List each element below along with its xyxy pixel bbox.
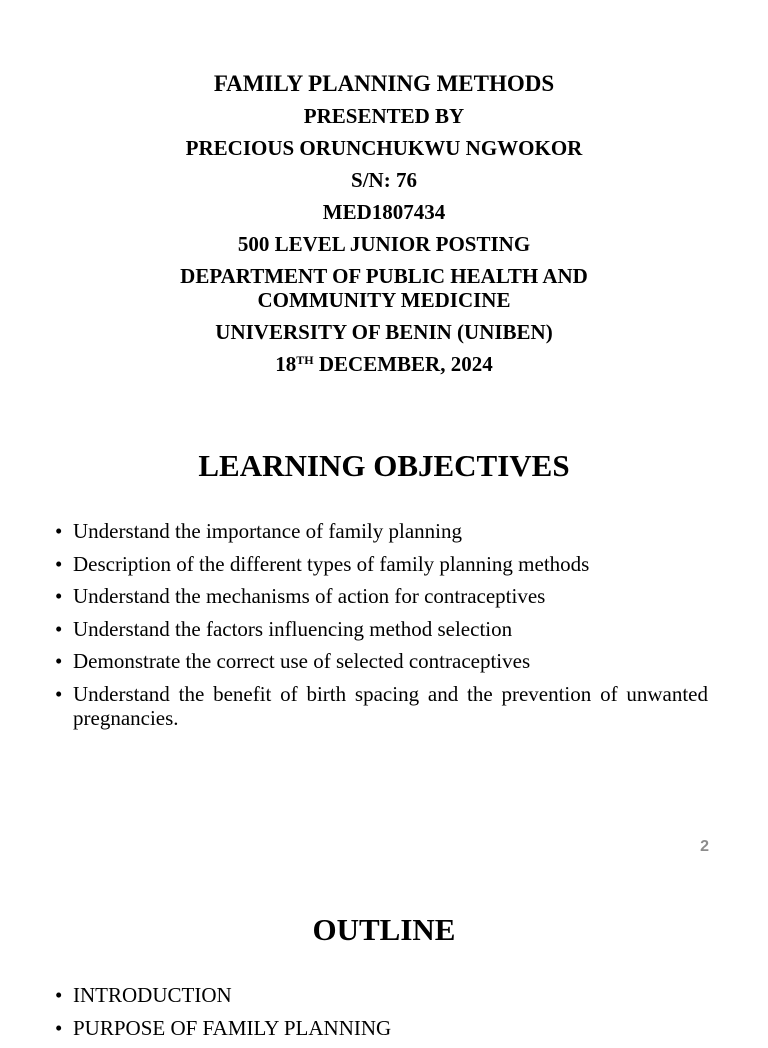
department [100,264,668,312]
list-item [55,983,708,1007]
list-item [55,584,708,608]
bullet-icon: • [55,681,63,706]
list-item [55,552,708,576]
university-name: UNIVERSITY OF BENIN (UNIBEN) [215,320,553,344]
bullet-icon: • [55,983,63,1007]
department-line-1: DEPARTMENT OF PUBLIC HEALTH AND [180,264,588,288]
list-item [55,1016,708,1040]
list-item [55,617,708,641]
outline-heading: OUTLINE [312,912,456,947]
presentation-date [100,352,668,376]
date-day: 18 [275,352,297,376]
list-item [55,519,708,543]
list-item-text: Understand the benefit of birth spacing and the prevention of unwanted pregnancies. [73,681,708,730]
list-item-text: Understand the importance of family planning [73,519,462,543]
title-slide [100,70,668,384]
date-month-year: DECEMBER, 2024 [313,352,493,376]
bullet-icon: • [55,616,63,641]
list-item-text: Description of the different types of family planning methods [73,551,590,576]
bullet-icon: • [55,1015,63,1040]
learning-objectives-heading: LEARNING OBJECTIVES [198,448,570,483]
bullet-icon: • [55,649,63,673]
list-item [55,682,708,730]
learning-objectives-list [55,519,708,738]
outline-list [55,983,708,1048]
list-item [55,649,708,673]
bullet-icon: • [55,551,63,576]
department-line-2: COMMUNITY MEDICINE [257,288,511,312]
list-item-text: Understand the factors influencing method selection [73,616,513,641]
list-item-text: PURPOSE OF FAMILY PLANNING [73,1015,392,1040]
bullet-icon: • [55,519,63,543]
list-item-text: INTRODUCTION [73,983,232,1007]
presented-by-label: PRESENTED BY [303,104,465,128]
bullet-icon: • [55,584,63,608]
matric-number: MED1807434 [322,200,446,224]
presentation-title: FAMILY PLANNING METHODS [213,71,555,96]
serial-number: S/N: 76 [351,168,417,192]
list-item-text: Demonstrate the correct use of selected contraceptives [73,649,531,673]
presenter-name: PRECIOUS ORUNCHUKWU NGWOKOR [185,136,583,160]
page-number: 2 [700,838,709,855]
posting-level: 500 LEVEL JUNIOR POSTING [237,232,531,256]
date-suffix: TH [296,353,314,367]
list-item-text: Understand the mechanisms of action for contraceptives [73,584,546,608]
